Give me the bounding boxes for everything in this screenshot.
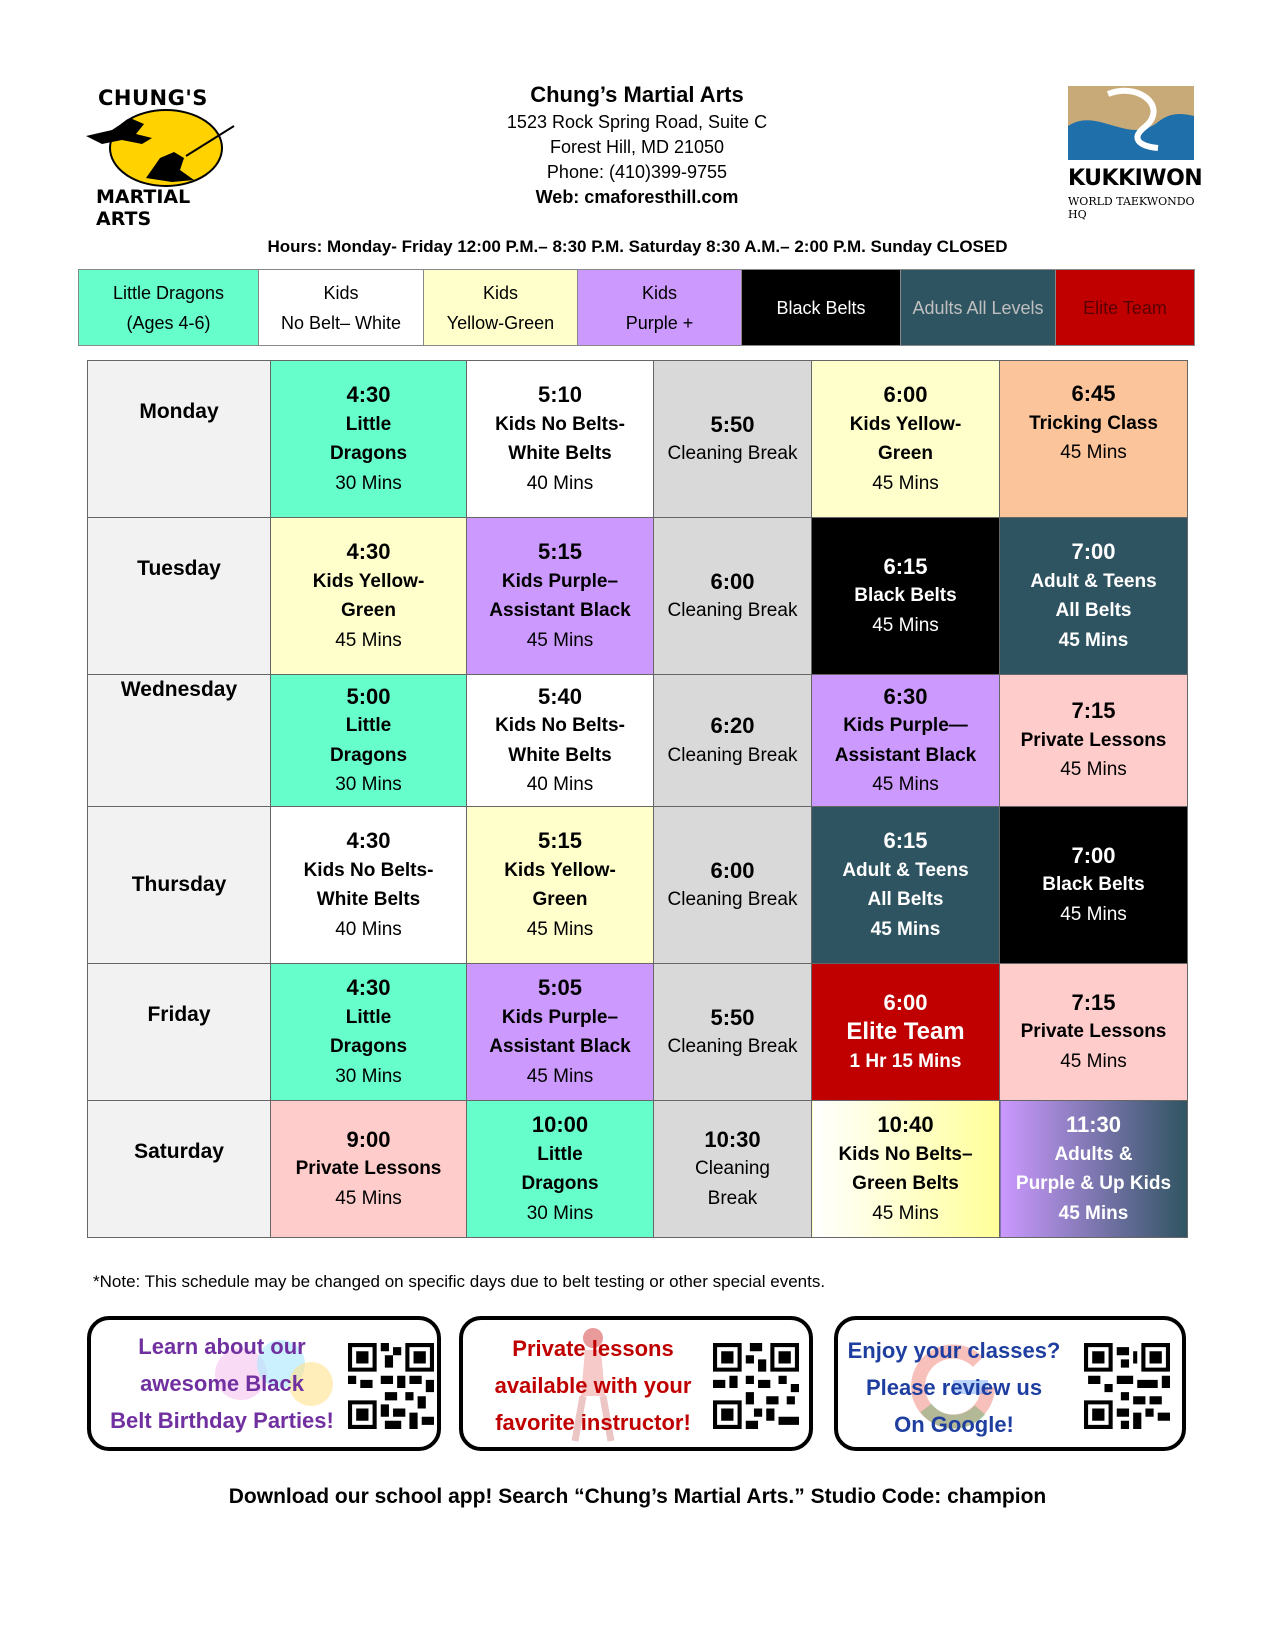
class-time: 7:15 bbox=[1071, 989, 1116, 1015]
private-lessons-text: Private lessons available with your favorite instructor! bbox=[494, 1336, 692, 1435]
class-time: 5:15 bbox=[537, 828, 583, 853]
class-cell bbox=[467, 964, 654, 1101]
legend-item: Little Dragons (Ages 4-6) bbox=[79, 270, 259, 345]
class-l2: Purple & Up Kids bbox=[1015, 1173, 1172, 1194]
class-time: 10:30 bbox=[704, 1126, 761, 1152]
schedule-row bbox=[88, 361, 1188, 518]
schedule-row bbox=[88, 807, 1188, 964]
cleaning-break-cell bbox=[654, 675, 812, 807]
day-label: Wednesday bbox=[88, 675, 271, 807]
legend-item: Kids No Belt– White bbox=[259, 270, 424, 345]
class-l2: Green bbox=[532, 889, 588, 910]
class-time: 7:00 bbox=[1071, 842, 1116, 868]
class-cell bbox=[812, 1101, 1000, 1238]
class-time: 10:40 bbox=[877, 1112, 934, 1137]
legend-item: Kids Yellow-Green bbox=[424, 270, 578, 345]
class-cell bbox=[1000, 361, 1188, 518]
martial-arts-emblem-icon bbox=[82, 108, 242, 188]
class-dur: 45 Mins bbox=[526, 1065, 594, 1087]
class-time: 5:10 bbox=[537, 382, 583, 407]
cleaning-break-cell bbox=[654, 964, 812, 1101]
class-dur: 45 Mins bbox=[872, 614, 939, 636]
logo-title: CHUNG'S bbox=[98, 86, 208, 110]
phone: Phone: (410)399-9755 bbox=[546, 162, 728, 182]
class-dur: 45 Mins bbox=[1058, 629, 1129, 651]
legend-item: Elite Team bbox=[1056, 270, 1194, 345]
class-time: 6:30 bbox=[883, 683, 928, 709]
class-cell bbox=[467, 518, 654, 675]
class-l2: Green bbox=[878, 443, 933, 464]
address-line-2: Forest Hill, MD 21050 bbox=[549, 137, 725, 157]
class-l1: Private Lessons bbox=[1020, 729, 1167, 751]
kukkiwon-subtitle: WORLD TAEKWONDO HQ bbox=[1068, 195, 1195, 221]
class-cell bbox=[467, 1101, 654, 1238]
class-l1: Kids No Belts- bbox=[495, 413, 625, 435]
class-time: 7:00 bbox=[1071, 539, 1116, 564]
class-l1: Cleaning Break bbox=[667, 744, 798, 766]
class-schedule bbox=[87, 360, 1188, 1238]
class-l2: Green Belts bbox=[852, 1173, 959, 1194]
class-time: 4:30 bbox=[346, 975, 391, 1000]
class-l1: Kids Purple– bbox=[501, 1006, 619, 1028]
class-time: 5:40 bbox=[537, 683, 583, 709]
class-dur: 40 Mins bbox=[526, 472, 594, 494]
class-dur: 30 Mins bbox=[335, 472, 402, 494]
class-l1: Black Belts bbox=[854, 585, 957, 607]
class-l1: Black Belts bbox=[1042, 874, 1145, 896]
class-l2: Dragons bbox=[329, 744, 408, 766]
class-time: 11:30 bbox=[1065, 1112, 1122, 1137]
class-l2: Dragons bbox=[329, 1036, 408, 1057]
class-dur: 30 Mins bbox=[526, 1202, 594, 1224]
class-l1: Adult & Teens bbox=[1030, 570, 1157, 592]
class-time: 4:30 bbox=[346, 382, 391, 407]
class-l1: Adults & bbox=[1054, 1143, 1133, 1165]
class-l1: Kids Purple– bbox=[501, 570, 619, 592]
class-l1: Kids Yellow- bbox=[312, 570, 425, 592]
class-cell bbox=[1000, 518, 1188, 675]
class-cell bbox=[271, 964, 467, 1101]
kukkiwon-emblem-icon bbox=[1068, 86, 1194, 160]
class-time: 6:15 bbox=[883, 553, 928, 579]
class-l1: Kids No Belts- bbox=[495, 715, 625, 736]
class-cell bbox=[271, 1101, 467, 1238]
kukkiwon-logo bbox=[1068, 86, 1203, 221]
class-l1: Private Lessons bbox=[1020, 1021, 1167, 1043]
class-l1: Kids Purple— bbox=[843, 715, 968, 736]
cleaning-break-cell bbox=[654, 361, 812, 518]
class-l2: White Belts bbox=[508, 443, 612, 464]
class-dur: 45 Mins bbox=[335, 629, 402, 651]
private-lessons-card[interactable] bbox=[459, 1316, 813, 1451]
class-cell bbox=[467, 361, 654, 518]
class-cell bbox=[1000, 675, 1188, 807]
schedule-row bbox=[88, 675, 1188, 807]
class-l1: Cleaning Break bbox=[667, 1036, 798, 1057]
qr-code-icon[interactable] bbox=[348, 1343, 434, 1429]
class-l1: Cleaning bbox=[695, 1158, 770, 1180]
birthday-party-card[interactable] bbox=[87, 1316, 441, 1451]
class-time: 5:50 bbox=[710, 411, 755, 437]
chungs-logo bbox=[82, 82, 242, 230]
class-l2: Break bbox=[707, 1187, 758, 1209]
day-label: Monday bbox=[88, 361, 271, 518]
hours: Hours: Monday- Friday 12:00 P.M.– 8:30 P.M. Saturday 8:30 A.M.– 2:00 P.M. Sunday CLOSED bbox=[267, 237, 1008, 256]
class-cell bbox=[1000, 1101, 1188, 1238]
cleaning-break-cell bbox=[654, 1101, 812, 1238]
class-cell bbox=[812, 807, 1000, 964]
class-l1: Kids Yellow- bbox=[849, 413, 962, 435]
class-cell bbox=[467, 675, 654, 807]
schedule-note: *Note: This schedule may be changed on specific days due to belt testing or other special events. bbox=[93, 1272, 826, 1291]
class-time: 5:00 bbox=[346, 683, 391, 709]
class-cell bbox=[271, 807, 467, 964]
class-dur: 45 Mins bbox=[1060, 442, 1127, 463]
schedule-row bbox=[88, 1101, 1188, 1238]
class-dur: 45 Mins bbox=[872, 1202, 939, 1224]
class-dur: 45 Mins bbox=[526, 918, 594, 940]
class-l2: Assistant Black bbox=[834, 744, 977, 766]
class-cell bbox=[812, 518, 1000, 675]
class-l2: Assistant Black bbox=[489, 1036, 631, 1057]
class-l1: Little bbox=[345, 413, 392, 435]
cleaning-break-cell bbox=[654, 807, 812, 964]
belt-legend bbox=[78, 269, 1195, 346]
class-l2: Assistant Black bbox=[489, 600, 631, 621]
legend-item: Black Belts bbox=[742, 270, 901, 345]
class-dur: 45 Mins bbox=[335, 1187, 402, 1209]
class-cell bbox=[271, 361, 467, 518]
kukkiwon-title: KUKKIWON bbox=[1068, 166, 1203, 191]
class-cell bbox=[1000, 964, 1188, 1101]
class-l2: All Belts bbox=[867, 889, 944, 910]
class-dur: 45 Mins bbox=[1058, 1202, 1129, 1224]
class-dur: 45 Mins bbox=[872, 472, 939, 494]
class-time: 5:15 bbox=[537, 539, 583, 564]
class-l1: Private Lessons bbox=[295, 1158, 442, 1180]
address-line-1: 1523 Rock Spring Road, Suite C bbox=[506, 112, 768, 132]
class-time: 6:00 bbox=[883, 382, 928, 407]
day-label: Saturday bbox=[88, 1101, 271, 1238]
class-time: 6:00 bbox=[710, 568, 755, 594]
class-l1: Kids Yellow- bbox=[504, 859, 616, 881]
class-cell bbox=[812, 361, 1000, 518]
class-l1: Little bbox=[345, 1006, 392, 1028]
schedule-row bbox=[88, 964, 1188, 1101]
class-dur: 30 Mins bbox=[335, 1065, 402, 1087]
app-download-footer: Download our school app! Search “Chung’s Martial Arts.” Studio Code: champion bbox=[228, 1485, 1047, 1508]
class-dur: 45 Mins bbox=[1060, 1050, 1127, 1072]
class-l2: All Belts bbox=[1055, 600, 1132, 621]
class-dur: 45 Mins bbox=[870, 918, 941, 940]
class-cell bbox=[271, 675, 467, 807]
class-l2: White Belts bbox=[508, 744, 612, 766]
legend-item: Kids Purple + bbox=[578, 270, 742, 345]
class-time: 7:15 bbox=[1071, 698, 1116, 724]
class-time: 6:00 bbox=[883, 989, 928, 1015]
class-dur: 30 Mins bbox=[335, 774, 402, 795]
class-time: 6:45 bbox=[1071, 381, 1116, 406]
google-review-text: Enjoy your classes? Please review us On Google! bbox=[847, 1338, 1061, 1437]
class-time: 5:50 bbox=[710, 1004, 755, 1030]
class-cell bbox=[271, 518, 467, 675]
class-cell bbox=[467, 807, 654, 964]
day-label: Thursday bbox=[88, 807, 271, 964]
class-l2: Dragons bbox=[329, 443, 408, 464]
class-time: 6:15 bbox=[883, 828, 928, 853]
class-l1: Cleaning Break bbox=[667, 600, 798, 621]
class-time: 9:00 bbox=[346, 1126, 391, 1152]
class-time: 10:00 bbox=[531, 1112, 589, 1137]
class-dur: 45 Mins bbox=[1060, 759, 1127, 781]
website: Web: cmaforesthill.com bbox=[535, 187, 739, 207]
class-cell bbox=[812, 964, 1000, 1101]
class-time: 4:30 bbox=[346, 539, 391, 564]
day-label: Friday bbox=[88, 964, 271, 1101]
class-l1: Kids No Belts– bbox=[838, 1143, 973, 1165]
class-cell bbox=[812, 675, 1000, 807]
class-l2: Dragons bbox=[521, 1173, 599, 1194]
class-dur: 40 Mins bbox=[526, 774, 594, 795]
class-dur: 40 Mins bbox=[335, 918, 402, 940]
class-l1: Little bbox=[537, 1143, 583, 1165]
class-cell bbox=[1000, 807, 1188, 964]
class-l1: Little bbox=[345, 715, 392, 736]
class-l1: Adult & Teens bbox=[842, 859, 969, 881]
logo-subtitle: MARTIAL ARTS bbox=[96, 186, 191, 230]
schedule-row bbox=[88, 518, 1188, 675]
class-time: 6:00 bbox=[710, 857, 755, 883]
class-l1: Cleaning Break bbox=[667, 889, 798, 910]
birthday-text: Learn about our awesome Black Belt Birthday Parties! bbox=[110, 1334, 334, 1433]
class-dur: 45 Mins bbox=[526, 629, 594, 651]
legend-item: Adults All Levels bbox=[901, 270, 1056, 345]
class-l1: Tricking Class bbox=[1029, 412, 1158, 434]
class-time: 5:05 bbox=[537, 975, 583, 1000]
class-time: 4:30 bbox=[346, 828, 391, 853]
class-dur: 45 Mins bbox=[1060, 903, 1127, 925]
class-l2: White Belts bbox=[316, 889, 421, 910]
class-l1: Cleaning Break bbox=[667, 443, 798, 464]
class-l1: Elite Team bbox=[846, 1018, 965, 1046]
google-review-card[interactable] bbox=[834, 1316, 1186, 1451]
class-dur: 1 Hr 15 Mins bbox=[849, 1050, 962, 1072]
day-label: Tuesday bbox=[88, 518, 271, 675]
cleaning-break-cell bbox=[654, 518, 812, 675]
qr-code-icon[interactable] bbox=[713, 1343, 799, 1429]
school-info bbox=[437, 80, 837, 210]
class-l1: Kids No Belts- bbox=[303, 859, 434, 881]
qr-code-icon[interactable] bbox=[1084, 1343, 1170, 1429]
class-l2: Green bbox=[341, 600, 396, 621]
school-name: Chung’s Martial Arts bbox=[530, 82, 744, 107]
class-dur: 45 Mins bbox=[872, 774, 939, 795]
class-time: 6:20 bbox=[710, 713, 755, 738]
